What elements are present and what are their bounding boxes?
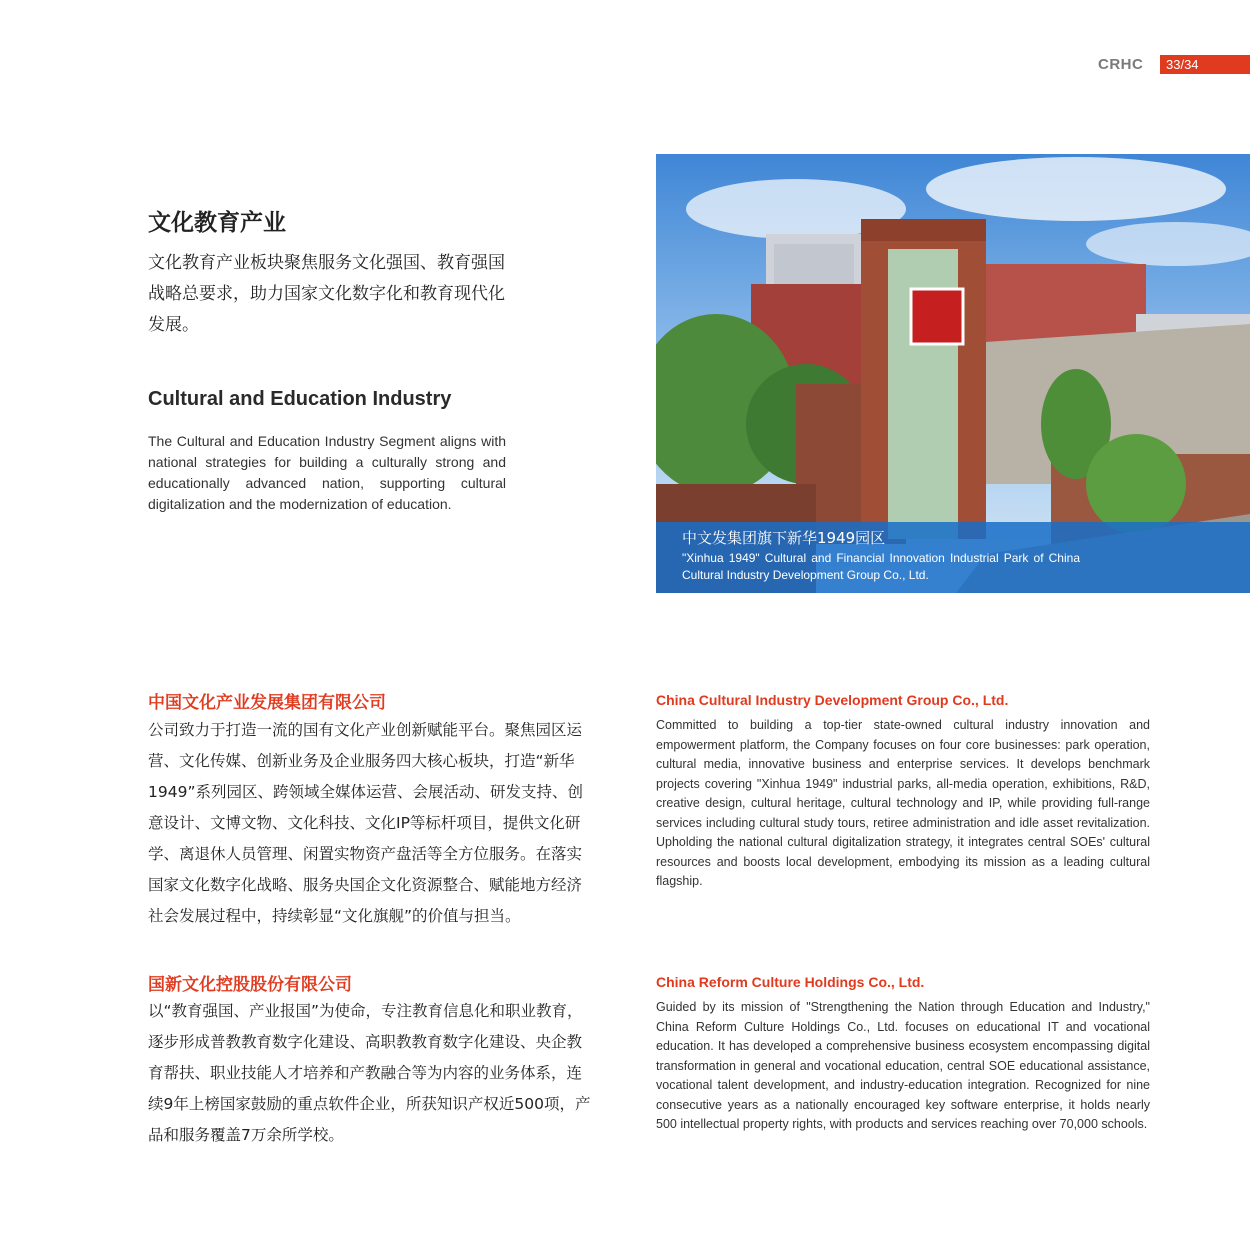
photo-caption-en: "Xinhua 1949" Cultural and Financial Innovation Industrial Park of China Cultural Industry Development Group Co., Ltd. <box>682 551 1080 582</box>
company-body-en-cidg: Committed to building a top-tier state-owned cultural industry innovation and empowerment platform, the Company focuses on four core businesses: park operation, cultural media, innovative business and enterprise services. It develops benchmark projects covering "Xinhua 1949" industrial parks, all-media operation, exhibitions, R&D, creative design, cultural heritage, cultural technology and IP, while providing full-range services including cultural study tours, retiree administration and idle asset revitalization. Upholding the national cultural digitalization strategy, it integrates central SOEs' cultural resources and boosts local development, embodying its mission as a leading cultural flagship. <box>656 718 1150 888</box>
section-title-zh: 文化教育产业 <box>148 210 286 236</box>
photo-caption <box>656 522 1250 593</box>
park-photo <box>656 154 1250 593</box>
section-intro-en: The Cultural and Education Industry Segment aligns with national strategies for building a culturally strong and educationally advanced nation, supporting cultural digitalization and the modernization of education. <box>148 433 506 512</box>
header-brand: CRHC <box>1098 56 1144 73</box>
company-name-en-crc: China Reform Culture Holdings Co., Ltd. <box>656 974 925 990</box>
photo-caption-zh: 中文发集团旗下新华1949园区 <box>682 529 886 547</box>
company-body-en-crc: Guided by its mission of "Strengthening the Nation through Education and Industry," China Reform Culture Holdings Co., Ltd. focuses on educational IT and vocational education. It has developed a comprehensive business ecosystem encompassing digital transformation in general and vocational education, central SOE educational assistance, vocational talent development, and industry-education integration. Recognized for nine consecutive years as a nationally encouraged key software enterprise, it holds nearly 500 intellectual property rights, with products and services reaching over 70,000 schools. <box>656 1000 1150 1131</box>
company-body-zh-crc: 以“教育强国、产业报国”为使命，专注教育信息化和职业教育，逐步形成普教教育数字化建设、高职教教育数字化建设、央企教育帮扶、职业技能人才培养和产教融合等为内容的业务体系，连续9年上榜国家鼓励的重点软件企业，所获知识产权近500项，产品和服务覆盖7万余所学校。 <box>148 1002 591 1144</box>
page-number-badge: 33/34 <box>1160 55 1250 74</box>
company-name-zh-cidg: 中国文化产业发展集团有限公司 <box>148 693 386 713</box>
company-body-zh-cidg: 公司致力于打造一流的国有文化产业创新赋能平台。聚焦园区运营、文化传媒、创新业务及企业服务四大核心板块，打造“新华1949”系列园区、跨领域全媒体运营、会展活动、研发支持、创意设计、文博文物、文化科技、文化IP等标杆项目，提供文化研学、离退休人员管理、闲置实物资产盘活等全方位服务。在落实国家文化数字化战略、服务央国企文化资源整合、赋能地方经济社会发展过程中，持续彰显“文化旗舰”的价值与担当。 <box>148 721 583 925</box>
section-intro-zh: 文化教育产业板块聚焦服务文化强国、教育强国战略总要求，助力国家文化数字化和教育现代化发展。 <box>148 253 505 335</box>
company-name-en-cidg: China Cultural Industry Development Group Co., Ltd. <box>656 692 1009 708</box>
company-name-zh-crc: 国新文化控股股份有限公司 <box>148 975 352 995</box>
section-title-en: Cultural and Education Industry <box>148 388 452 410</box>
